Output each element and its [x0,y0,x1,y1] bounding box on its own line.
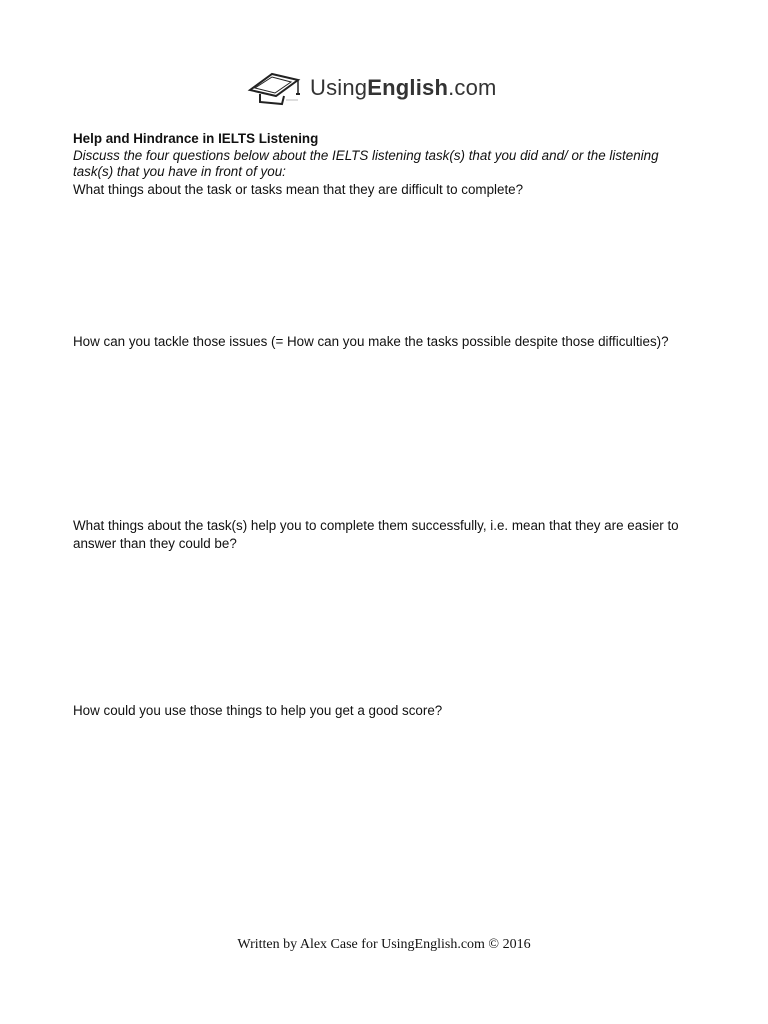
question-2: How can you tackle those issues (= How can you make the tasks possible despite those difficulties)? [73,334,669,349]
footer-credit: Written by Alex Case for UsingEnglish.com © 2016 [237,937,531,952]
question-3: What things about the task(s) help you to complete them successfully, i.e. mean that they are easier to answer than they could be? [73,518,679,551]
graduation-cap-icon [246,70,302,106]
question-4: How could you use those things to help you get a good score? [73,703,443,718]
worksheet-header [73,131,698,181]
logo-wordmark-suffix: .com [448,75,497,100]
worksheet-title: Help and Hindrance in IELTS Listening [73,131,319,146]
logo-wordmark [310,75,497,101]
worksheet-instructions: Discuss the four questions below about the IELTS listening task(s) that you did and/ or the listening task(s) that you have in front of you: [73,147,659,179]
question-1: What things about the task or tasks mean that they are difficult to complete? [73,182,524,197]
logo-wordmark-regular: Using [310,75,368,100]
site-logo [246,68,536,108]
logo-wordmark-bold: English [367,75,449,100]
